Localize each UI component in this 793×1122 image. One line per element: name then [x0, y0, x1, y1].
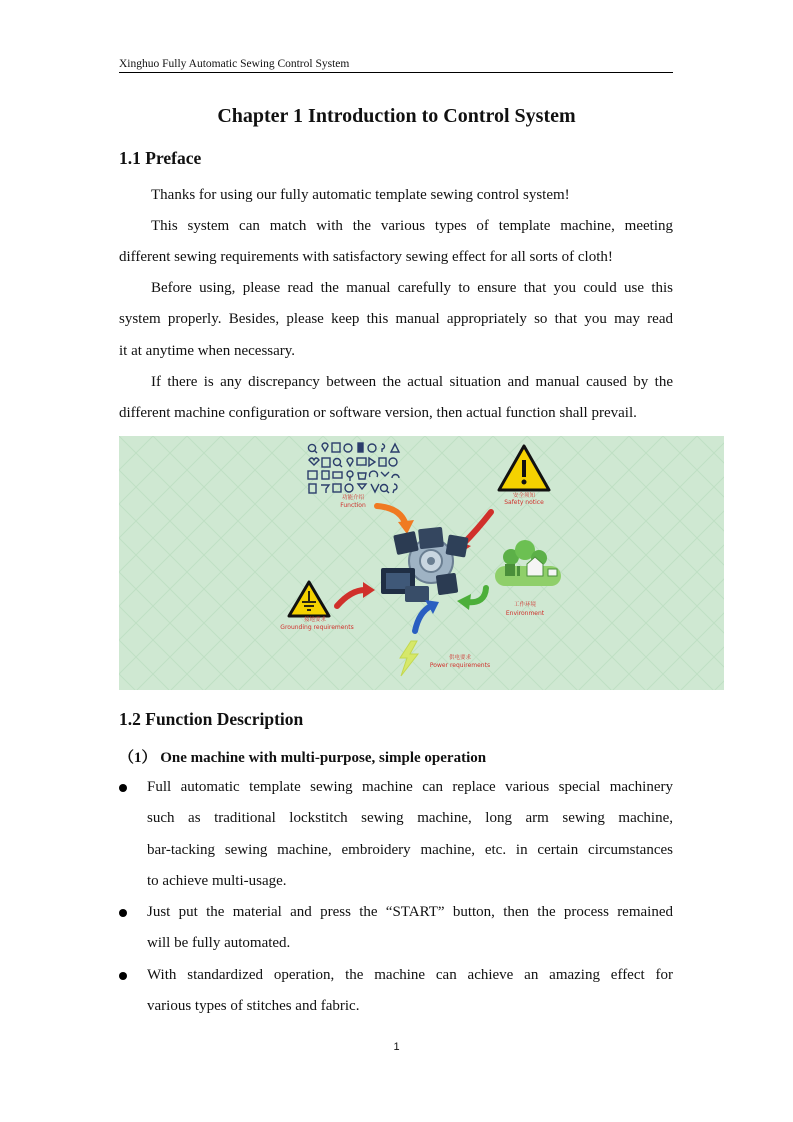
- grounding-label-en: Grounding requirements: [280, 624, 354, 631]
- paragraph-line: Before using, please read the manual carefully to ensure that you could use this: [151, 280, 673, 296]
- function-label-en: Function: [340, 502, 366, 509]
- function-label-cn: 功能介绍: [341, 495, 365, 501]
- header-rule: [119, 72, 673, 73]
- bullet-item: [119, 897, 673, 960]
- running-header: Xinghuo Fully Automatic Sewing Control System: [119, 58, 350, 70]
- section-title-function: 1.2 Function Description: [119, 709, 304, 729]
- bullet-line: bar-tacking sewing machine, embroidery machine, etc. in certain circumstances: [147, 841, 673, 858]
- preface-paragraph-2: [119, 211, 673, 274]
- paragraph-line: different sewing requirements with satisfactory sewing effect for all sorts of cloth!: [119, 249, 613, 266]
- paragraph-line: Thanks for using our fully automatic template sewing control system!: [151, 187, 570, 203]
- function-bullet-list: [119, 772, 673, 1022]
- safety-label-en: Safety notice: [504, 499, 544, 506]
- preface-paragraph-4: [119, 367, 673, 430]
- bullet-dot: [119, 972, 127, 980]
- page-number: 1: [393, 1041, 400, 1053]
- safety-label-cn: 安全须知: [512, 493, 536, 499]
- paragraph-line: system properly. Besides, please keep this manual appropriately so that you may read: [119, 311, 673, 328]
- environment-label-en: Environment: [505, 610, 545, 617]
- paragraph-line: If there is any discrepancy between the actual situation and manual caused by the: [151, 374, 673, 390]
- preface-paragraph-3: [119, 273, 673, 367]
- preface-paragraph-1: [119, 180, 673, 211]
- bullet-line: Full automatic template sewing machine can replace various special machinery: [147, 779, 673, 795]
- environment-label-cn: 工作环境: [513, 602, 537, 608]
- grounding-label-cn: 接地要求: [303, 617, 327, 623]
- power-label-cn: 供电要求: [448, 655, 472, 661]
- paragraph-line: This system can match with the various types of template machine, meeting: [151, 218, 673, 234]
- paragraph-line: it at anytime when necessary.: [119, 342, 296, 359]
- bullet-line: to achieve multi-usage.: [147, 872, 287, 889]
- function-subheading: （1） One machine with multi-purpose, simple operation: [119, 750, 487, 766]
- bullet-line: will be fully automated.: [147, 935, 291, 952]
- bullet-item: [119, 772, 673, 897]
- paragraph-line: different machine configuration or software version, then actual function shall prevail.: [119, 405, 637, 422]
- bullet-line: With standardized operation, the machine can achieve an amazing effect for: [147, 966, 673, 983]
- power-label-en: Power requirements: [429, 662, 491, 669]
- bullet-line: various types of stitches and fabric.: [147, 998, 360, 1015]
- bullet-dot: [119, 909, 127, 917]
- bullet-item: [119, 960, 673, 1023]
- bullet-dot: [119, 784, 127, 792]
- section-title-preface: 1.1 Preface: [119, 148, 202, 168]
- chapter-title: Chapter 1 Introduction to Control System: [217, 105, 576, 127]
- bullet-line: Just put the material and press the “START” button, then the process remained: [147, 904, 673, 921]
- bullet-line: such as traditional lockstitch sewing machine, long arm sewing machine,: [147, 810, 673, 827]
- system-overview-figure: [119, 436, 724, 690]
